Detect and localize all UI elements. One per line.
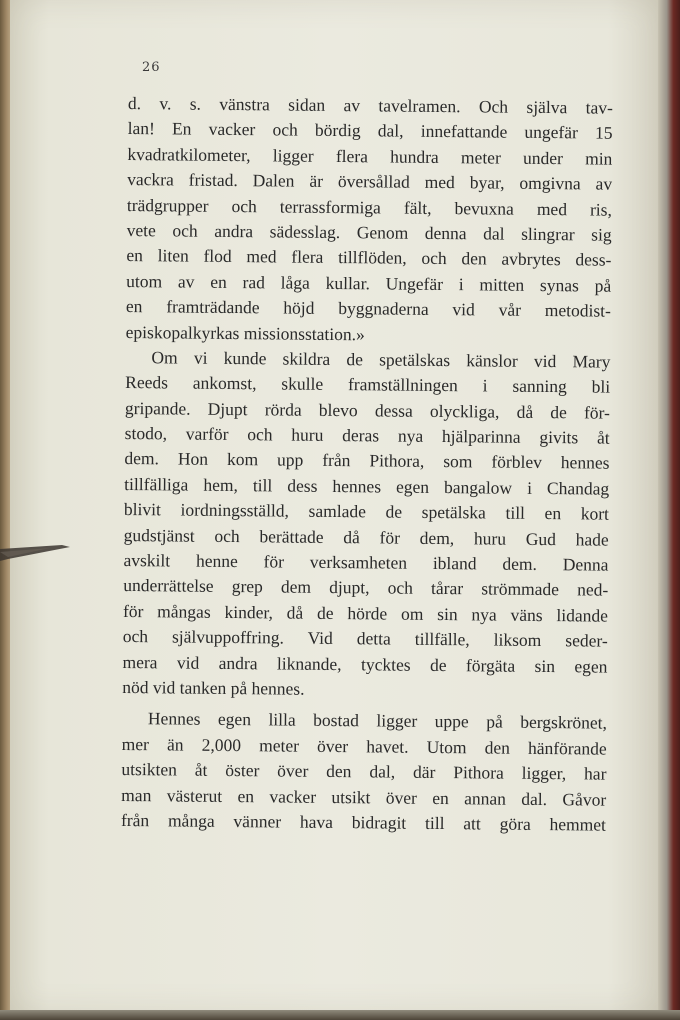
paragraph-3 [121,706,607,838]
book-bottom-edge [0,1010,680,1020]
text-line: Hennes egen lilla bostad ligger uppe på bergskrönet, [147,708,608,734]
text-line: utom av en rad låga kullar. Ungefär i mitten synas på [126,270,612,296]
text-line: vackra fristad. Dalen är översållad med byar, omgivna av [127,169,613,194]
text-line: vete och andra sädesslag. Genom denna dal slingrar sig [126,219,612,245]
text-line: mera vid andra liknande, tycktes de förgäta sin egen [122,651,608,677]
body-text [121,91,613,838]
text-line: lan! En vacker och bördig dal, innefattande ungefär 15 [127,118,613,144]
text-line: tillfälliga hem, till dess hennes egen bangalow i Chandag [124,473,610,499]
text-line: från många vänner hava bidragit till att göra hemmet [120,809,607,835]
text-line: utsikten åt öster över den dal, där Pithora ligger, har [121,759,607,784]
text-line: d. v. s. vänstra sidan av tavelramen. Och själva tav- [127,92,613,118]
text-line: Om vi kunde skildra de spetälskas känslor vid Mary [151,347,611,372]
text-line: en framträdande höjd byggnaderna vid vår metodist- [125,296,612,321]
text-line: och självuppoffring. Vid detta tillfälle, liksom seder- [122,626,608,651]
page-number: 26 [142,60,161,75]
book-page [10,0,660,1012]
text-line: underrättelse grep dem djupt, och tårar strömmade ned- [123,575,609,601]
text-line: kvadratkilometer, ligger flera hundra meter under min [127,143,613,169]
text-line: mer än 2,000 meter över havet. Utom den hänförande [121,733,607,759]
text-line: stodo, varför och huru deras nya hjälparinna givits åt [124,423,610,448]
book-right-edge [658,0,680,1020]
text-line: gripande. Djupt rörda blevo dessa olyckliga, då de för- [124,397,611,423]
text-line: en liten flod med flera tillflöden, och den avbrytes dess- [126,245,612,270]
bookmark-ribbon [0,543,70,563]
paragraph-2 [122,345,610,705]
text-line: för mångas kinder, då de hörde om sin nya väns lidande [122,600,609,626]
text-line: dem. Hon kom upp från Pithora, som förblev hennes [124,448,610,474]
text-line: nöd vid tanken på hennes. [122,676,305,699]
text-line: blivit iordningsställd, samlade de spetälska till en kort [123,499,610,524]
text-line: Reeds ankomst, skulle framställningen i sanning bli [125,372,611,397]
text-line: avskilt henne för verksamheten ibland dem. Denna [123,550,609,575]
text-line: trädgrupper och terrassformiga fält, bevuxna med ris, [126,194,612,220]
text-line: man västerut en vacker utsikt över en annan dal. Gåvor [121,784,607,810]
text-line: gudstjänst och berättade då för dem, huru Gud hade [123,524,609,550]
paragraph-1 [126,91,613,350]
text-line: episkopalkyrkas missionsstation.» [125,321,365,344]
